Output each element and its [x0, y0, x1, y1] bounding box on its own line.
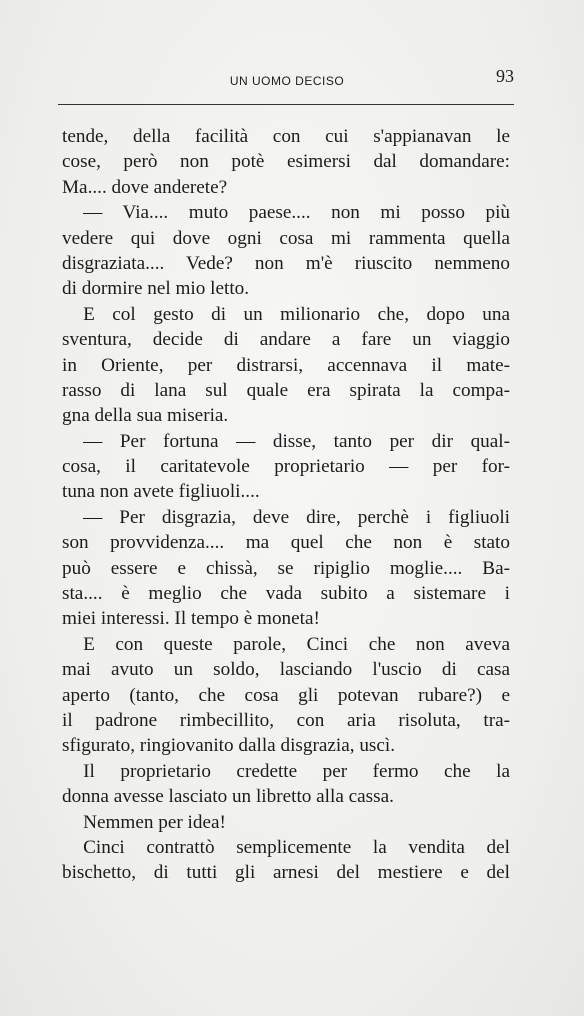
text-line: gna della sua miseria. [62, 405, 229, 427]
text-line: bischetto, di tutti gli arnesi del mestiere e del [62, 862, 510, 884]
text-line: il padrone rimbecillito, con aria risoluta, tra- [62, 709, 510, 731]
text-line: vedere qui dove ogni cosa mi rammenta quella [62, 227, 510, 249]
text-line: E col gesto di un milionario che, dopo una [83, 303, 510, 325]
text-line: sfigurato, ringiovanito dalla disgrazia, uscì. [62, 735, 396, 757]
text-line: tuna non avete figliuoli.... [62, 481, 260, 503]
text-line: Cinci contrattò semplicemente la vendita del [83, 836, 510, 858]
page-number: 93 [496, 66, 514, 86]
text-line: aperto (tanto, che cosa gli potevan rubare?) e [62, 684, 510, 706]
text-line: E con queste parole, Cinci che non aveva [83, 633, 510, 655]
text-line: Nemmen per idea! [83, 811, 226, 833]
text-line: cosa, il caritatevole proprietario — per for- [62, 456, 510, 478]
text-line: — Per disgrazia, deve dire, perchè i figliuoli [83, 506, 510, 528]
text-line: in Oriente, per distrarsi, accennava il mate- [62, 354, 510, 376]
text-line: cose, però non potè esimersi dal domandare: [62, 151, 510, 173]
page-header [60, 66, 514, 90]
running-title: UN UOMO DECISO [229, 74, 345, 88]
text-line: mai avuto un soldo, lasciando l'uscio di casa [62, 659, 510, 681]
text-line: tende, della facilità con cui s'appianavan le [62, 126, 510, 147]
text-line: sta.... è meglio che vada subito a sistemare i [62, 583, 510, 605]
text-line: son provvidenza.... ma quel che non è stato [62, 532, 510, 554]
text-line: — Per fortuna — disse, tanto per dir qual- [83, 430, 510, 452]
text-line: rasso di lana sul quale era spirata la compa- [62, 379, 510, 401]
text-line: di dormire nel mio letto. [62, 278, 250, 300]
body-text [62, 124, 510, 886]
header-rule [58, 104, 514, 105]
text-line: può essere e chissà, se ripiglio moglie.... Ba- [62, 557, 510, 579]
text-line: Ma.... dove anderete? [62, 176, 228, 198]
text-line: disgraziata.... Vede? non m'è riuscito nemmeno [62, 252, 510, 274]
text-line: — Via.... muto paese.... non mi posso più [83, 202, 510, 224]
text-line: miei interessi. Il tempo è moneta! [62, 608, 320, 630]
text-line: sventura, decide di andare a fare un viaggio [62, 329, 510, 351]
text-line: Il proprietario credette per fermo che la [83, 760, 510, 782]
text-line: donna avesse lasciato un libretto alla cassa. [62, 786, 394, 808]
